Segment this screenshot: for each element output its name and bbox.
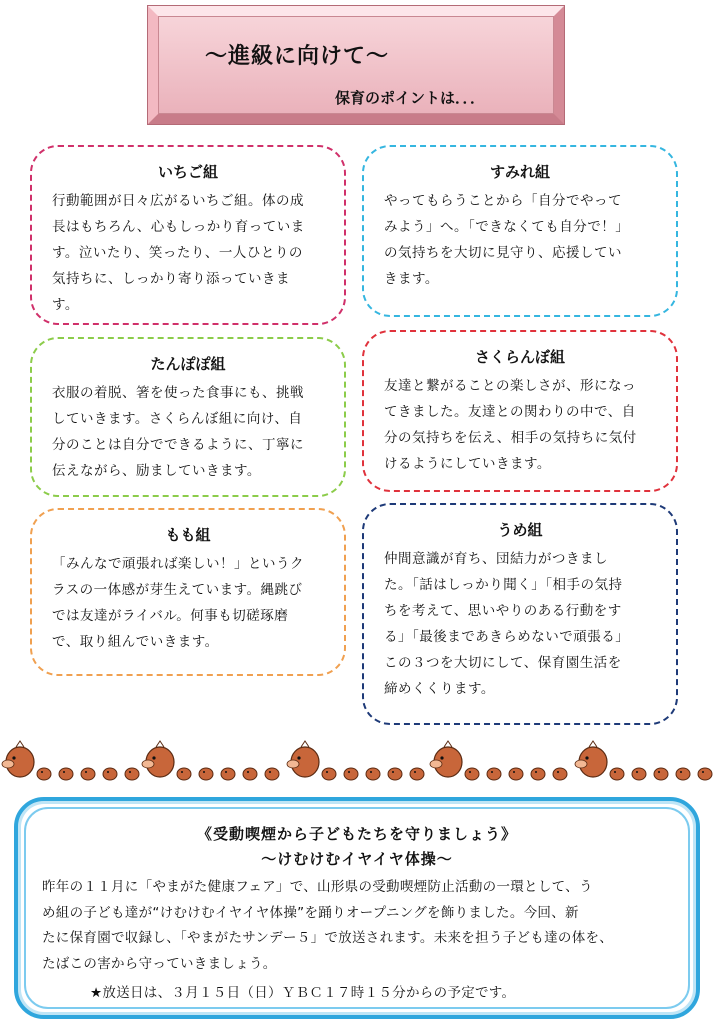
mole-critter-divider <box>0 738 715 786</box>
mole-baby-icon <box>610 768 624 780</box>
class-text: 「みんなで頑張れば楽しい！」というク ラスの一体感が芽生えています。縄跳び では友達がライバル。何事も切磋琢磨 で、取り組んでいきます。 <box>52 556 304 650</box>
mole-baby-icon <box>344 768 358 780</box>
mole-baby-icon <box>509 768 523 780</box>
mole-critter-icon <box>142 741 174 777</box>
notice-subtitle: 〜けむけむイヤイヤ体操〜 <box>261 850 453 868</box>
mole-baby-icon <box>487 768 501 780</box>
notice-title: 《受動喫煙から子どもたちを守りましょう》 <box>196 825 517 843</box>
page-title: 〜進級に向けて〜 <box>205 44 390 69</box>
class-title: いちご組 <box>157 163 218 181</box>
mole-baby-icon <box>654 768 668 780</box>
mole-baby-icon <box>465 768 479 780</box>
class-text: 衣服の着脱、箸を使った食事にも、挑戦 していきます。さくらんぼ組に向け、自 分のことは自分でできるように、丁寧に 伝えながら、励ましていきます。 <box>52 385 304 479</box>
title-banner-inner <box>158 16 554 114</box>
class-box-ume <box>362 503 678 725</box>
mole-baby-icon <box>531 768 545 780</box>
mole-baby-icon <box>59 768 73 780</box>
class-title: さくらんぼ組 <box>474 348 565 366</box>
mole-critter-icon <box>575 741 607 777</box>
class-box-momo <box>30 508 346 676</box>
mole-baby-icon <box>265 768 279 780</box>
broadcast-date: ★放送日は、３月１５日（日）ＹＢＣ１７時１５分からの予定です。 <box>90 985 516 1001</box>
class-box-sumire <box>362 145 678 317</box>
class-title: たんぽぽ組 <box>150 355 226 373</box>
class-box-sakuranbo <box>362 330 678 492</box>
mole-baby-icon <box>243 768 257 780</box>
mole-baby-icon <box>632 768 646 780</box>
mole-baby-icon <box>103 768 117 780</box>
mole-critter-icon <box>430 741 462 777</box>
class-title: うめ組 <box>497 521 543 539</box>
mole-baby-icon <box>199 768 213 780</box>
mole-baby-icon <box>553 768 567 780</box>
mole-baby-icon <box>410 768 424 780</box>
class-box-ichigo <box>30 145 346 325</box>
class-title: すみれ組 <box>489 163 550 181</box>
mole-baby-icon <box>366 768 380 780</box>
class-text: 行動範囲が日々広がるいちご組。体の成 長はもちろん、心もしっかり育っていま す。泣いたり、笑ったり、一人ひとりの 気持ちに、しっかり寄り添っていきま す。 <box>52 193 305 313</box>
notice-box <box>14 797 700 1019</box>
mole-critter-icon-group <box>2 741 712 780</box>
notice-body: 昨年の１１月に「やまがた健康フェア」で、山形県の受動喫煙防止活動の一環として、う め組の子ども達が“けむけむイヤイヤ体操”を踊りオープニングを飾りました。今回、新 たに保育園で収録し、「やまがたサンデー５」で放送されます。未来を担う子ども達の体を、 たばこの害から守っていきましょう。 <box>42 879 614 972</box>
class-text: 仲間意識が育ち、団結力がつきまし た。「話はしっかり聞く」「相手の気持 ちを考えて、思いやりのある行動をす る」「最後まであきらめないで頑張る」 この３つを大切にして、保育園生活を 締めくくります。 <box>384 551 630 697</box>
mole-critter-icon <box>2 741 34 777</box>
class-title: もも組 <box>165 526 211 544</box>
mole-baby-icon <box>698 768 712 780</box>
class-text: 友達と繋がることの楽しさが、形になっ てきました。友達との関わりの中で、自 分の気持ちを伝え、相手の気持ちに気付 けるようにしていきます。 <box>384 378 637 472</box>
class-text: やってもらうことから「自分でやって みよう」へ。「できなくても自分で！」 の気持ちを大切に見守り、応援してい きます。 <box>384 193 630 287</box>
page-subtitle: 保育のポイントは．．． <box>335 89 486 107</box>
mole-baby-icon <box>177 768 191 780</box>
mole-critter-icon <box>287 741 319 777</box>
mole-baby-icon <box>322 768 336 780</box>
mole-baby-icon <box>125 768 139 780</box>
title-banner <box>148 6 564 124</box>
mole-baby-icon <box>81 768 95 780</box>
class-box-tanpopo <box>30 337 346 497</box>
mole-baby-icon <box>37 768 51 780</box>
mole-baby-icon <box>388 768 402 780</box>
mole-baby-icon <box>676 768 690 780</box>
mole-baby-icon <box>221 768 235 780</box>
